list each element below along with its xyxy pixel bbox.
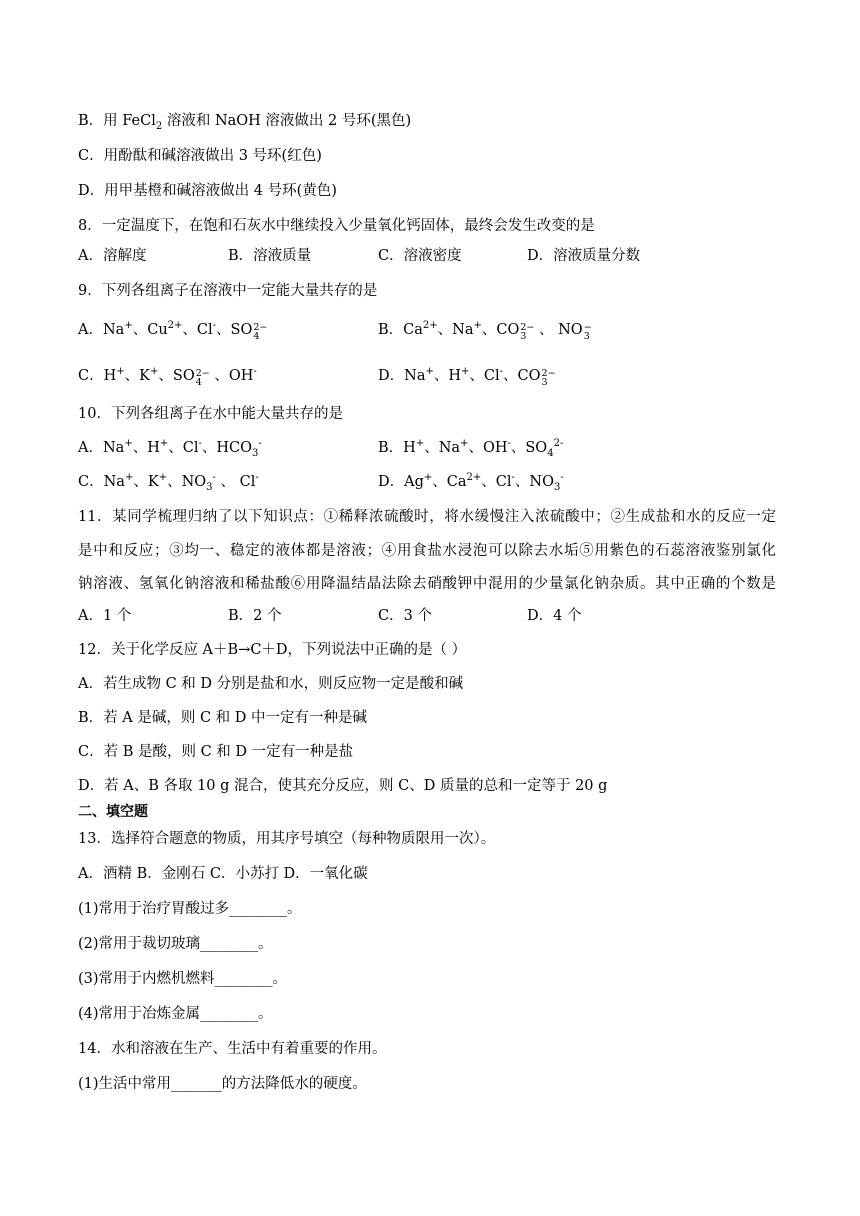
q9-option-a: A．Na+、$Cu^{2+}$、Cl-、SO 2− 4 [78, 320, 268, 342]
q10-options-row1 [78, 438, 778, 458]
q10-option-a: A．Na+、H+、Cl-、$HCO_3^-$ [78, 438, 262, 459]
q11-option-d: D．4 个 [527, 608, 582, 624]
q11-stem-line3: 钠溶液、氢氧化钠溶液和稀盐酸⑥用降温结晶法除去硝酸钾中混用的少量氯化钠杂质。其中正确的个数是 [78, 576, 776, 592]
q10-options-row2 [78, 472, 778, 492]
q14-stem: 14．水和溶液在生产、生活中有着重要的作用。 [78, 1041, 387, 1057]
q9-option-c: C．H+、K+、SO 2− 4 、OH- [78, 366, 257, 388]
q11-options [78, 606, 778, 626]
section-title: 二、填空题 [78, 804, 148, 820]
q13-choices: A．酒精 B．金刚石 C．小苏打 D．一氧化碳 [78, 866, 368, 882]
q11-option-b: B．2 个 [228, 608, 282, 624]
q8-options [78, 246, 778, 266]
q11-stem-line2: 是中和反应；③均一、稳定的液体都是溶液；④用食盐水浸泡可以除去水垢⑤用紫色的石蕊溶液鉴别氯化 [78, 543, 776, 559]
q13-item-4: (4)常用于冶炼金属________。 [78, 1006, 273, 1022]
q12-option-b: B．若 A 是碱，则 C 和 D 中一定有一种是碱 [78, 710, 368, 726]
q13-item-2: (2)常用于裁切玻璃________。 [78, 936, 273, 952]
q13-item-3: (3)常用于内燃机燃料________。 [78, 971, 288, 987]
q13-item-1: (1)常用于治疗胃酸过多________。 [78, 901, 302, 917]
q7-option-b: B．用 FeCl$_2$ 溶液和 NaOH 溶液做出 2 号环(黑色) [78, 113, 412, 132]
q9-option-b: B．$Ca^{2+}$、Na+、CO 2− 3 、 NO − 3 [378, 320, 592, 342]
q8-option-b: B．溶液质量 [228, 248, 312, 264]
q7-option-c: C．用酚酞和碱溶液做出 3 号环(红色) [78, 148, 322, 164]
q9-stem: 9．下列各组离子在溶液中一定能大量共存的是 [78, 283, 378, 299]
q9-options-row1 [78, 320, 778, 340]
q11-stem-line1: 11．某同学梳理归纳了以下知识点：①稀释浓硫酸时，将水缓慢注入浓硫酸中；②生成盐和水的反应一定 [78, 509, 776, 525]
q8-option-d: D．溶液质量分数 [527, 248, 641, 264]
q10-option-c: C．Na+、K+、$NO_3^-$ 、 Cl- [78, 472, 259, 493]
q14-item-1: (1)生活中常用_______的方法降低水的硬度。 [78, 1076, 367, 1092]
q12-stem: 12．关于化学反应 A＋B→C＋D，下列说法中正确的是（ ） [78, 642, 467, 658]
q10-option-b: B．H+、Na+、OH-、$SO_4^{2-}$ [378, 438, 564, 459]
q9-options-row2 [78, 366, 778, 386]
q11-option-c: C．3 个 [378, 608, 432, 624]
q11-option-a: A．1 个 [78, 608, 132, 624]
q8-stem: 8．一定温度下，在饱和石灰水中继续投入少量氧化钙固体，最终会发生改变的是 [78, 218, 595, 234]
q12-option-a: A．若生成物 C 和 D 分别是盐和水，则反应物一定是酸和碱 [78, 676, 464, 692]
q12-option-d: D．若 A、B 各取 10 g 混合，使其充分反应，则 C、D 质量的总和一定等于 20 g [78, 778, 608, 794]
q13-stem: 13．选择符合题意的物质，用其序号填空（每种物质限用一次）。 [78, 831, 496, 847]
q10-option-d: D．Ag+、$Ca^{2+}$、Cl-、$NO_3^-$ [378, 472, 564, 493]
q8-option-a: A．溶解度 [78, 248, 147, 264]
q8-option-c: C．溶液密度 [378, 248, 462, 264]
q9-option-d: D．Na+、H+、Cl-、CO 2− 3 [378, 366, 556, 388]
q12-option-c: C．若 B 是酸，则 C 和 D 一定有一种是盐 [78, 744, 354, 760]
q7-option-d: D．用甲基橙和碱溶液做出 4 号环(黄色) [78, 183, 337, 199]
q10-stem: 10．下列各组离子在水中能大量共存的是 [78, 406, 343, 422]
